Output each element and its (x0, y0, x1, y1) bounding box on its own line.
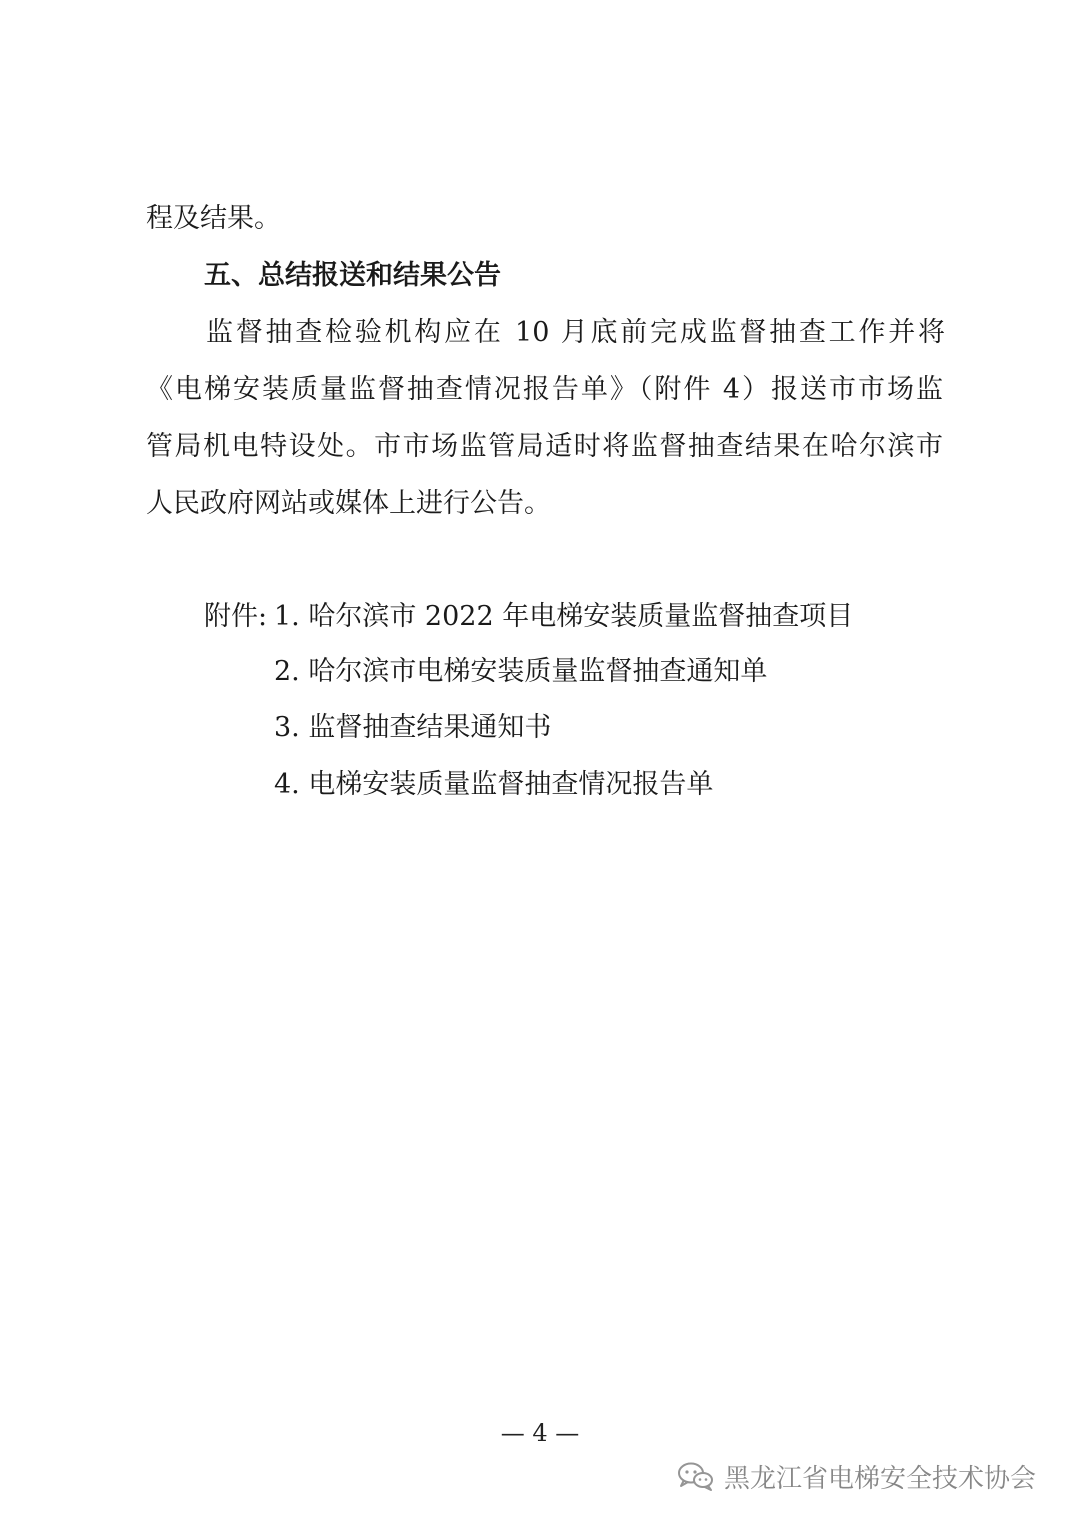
attachment-item-2: 2. 哈尔滨市电梯安装质量监督抽查通知单 (274, 656, 768, 687)
attachment-item-4: 4. 电梯安装质量监督抽查情况报告单 (274, 769, 714, 800)
paragraph-line-3: 管局机电特设处。市市场监管局适时将监督抽查结果在哈尔滨市 (146, 431, 943, 462)
section-heading: 五、总结报送和结果公告 (204, 260, 501, 291)
wechat-icon (676, 1460, 716, 1492)
attachment-item-1: 1. 哈尔滨市 2022 年电梯安装质量监督抽查项目 (274, 601, 854, 632)
watermark-text: 黑龙江省电梯安全技术协会 (724, 1463, 1037, 1494)
attachment-item-3: 3. 监督抽查结果通知书 (274, 712, 552, 743)
paragraph-line-4: 人民政府网站或媒体上进行公告。 (146, 488, 551, 519)
paragraph-line-2: 《电梯安装质量监督抽查情况报告单》（附件 4）报送市市场监 (146, 374, 943, 405)
attachments-label: 附件: (204, 601, 268, 632)
wechat-watermark (676, 1456, 1036, 1496)
continuation-text: 程及结果。 (146, 203, 281, 234)
paragraph-line-1: 监督抽查检验机构应在 10 月底前完成监督抽查工作并将 (206, 317, 945, 348)
page-number: — 4 — (500, 1419, 580, 1447)
